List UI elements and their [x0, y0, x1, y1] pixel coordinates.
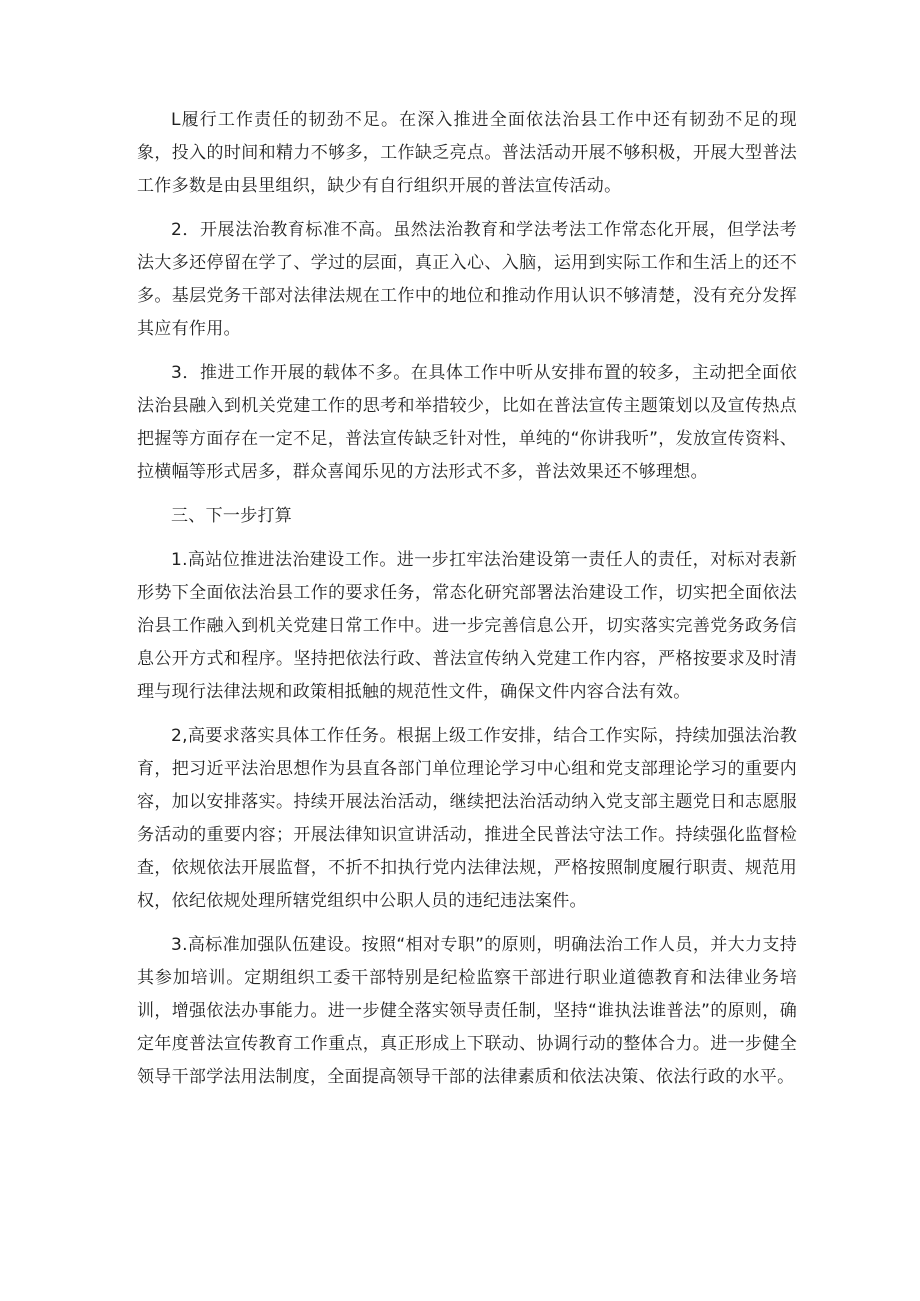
- paragraph-work-carriers: 3．推进工作开展的载体不多。在具体工作中听从安排布置的较多，主动把全面依法治县融入到机关党建工作的思考和举措较少，比如在普法宣传主题策划以及宣传热点把握等方面存在一定不足，普法宣传缺乏针对性，单纯的“你讲我听”，发放宣传资料、拉横幅等形式居多，群众喜闻乐见的方法形式不多，普法效果还不够理想。: [137, 363, 797, 482]
- document-body: [137, 104, 797, 1105]
- paragraph-team-building: 3.高标准加强队伍建设。按照“相对专职”的原则，明确法治工作人员，并大力支持其参加培训。定期组织工委干部特别是纪检监察干部进行职业道德教育和法律业务培训，增强依法办事能力。进一步健全落实领导责任制，坚持“谁执法谁普法”的原则，确定年度普法宣传教育工作重点，真正形成上下联动、协调行动的整体合力。进一步健全领导干部学法用法制度，全面提高领导干部的法律素质和依法决策、依法行政的水平。: [137, 935, 797, 1087]
- paragraph-responsibility-tenacity: L履行工作责任的韧劲不足。在深入推进全面依法治县工作中还有韧劲不足的现象，投入的时间和精力不够多，工作缺乏亮点。普法活动开展不够积极，开展大型普法工作多数是由县里组织，缺少有自行组织开展的普法宣传活动。: [137, 110, 797, 196]
- paragraph-legal-education-standard: 2．开展法治教育标准不高。虽然法治教育和学法考法工作常态化开展，但学法考法大多还停留在学了、学过的层面，真正入心、入脑，运用到实际工作和生活上的还不多。基层党务干部对法律法规在工作中的地位和推动作用认识不够清楚，没有充分发挥其应有作用。: [137, 220, 797, 339]
- paragraph-rule-of-law-construction: 1.高站位推进法治建设工作。进一步扛牢法治建设第一责任人的责任，对标对表新形势下全面依法治县工作的要求任务，常态化研究部署法治建设工作，切实把全面依法治县工作融入到机关党建日常工作中。进一步完善信息公开，切实落实完善党务政务信息公开方式和程序。坚持把依法行政、普法宣传纳入党建工作内容，严格按要求及时清理与现行法律法规和政策相抵触的规范性文件，确保文件内容合法有效。: [137, 550, 797, 702]
- paragraph-implement-tasks: 2,高要求落实具体工作任务。根据上级工作安排，结合工作实际，持续加强法治教育，把习近平法治思想作为县直各部门单位理论学习中心组和党支部理论学习的重要内容，加以安排落实。持续开展法治活动，继续把法治活动纳入党支部主题党日和志愿服务活动的重要内容；开展法律知识宣讲活动，推进全民普法守法工作。持续强化监督检查，依规依法开展监督，不折不扣执行党内法律法规，严格按照制度履行职责、规范用权，依纪依规处理所辖党组织中公职人员的违纪违法案件。: [137, 726, 797, 911]
- section-heading-next-steps: 三、下一步打算: [171, 506, 293, 526]
